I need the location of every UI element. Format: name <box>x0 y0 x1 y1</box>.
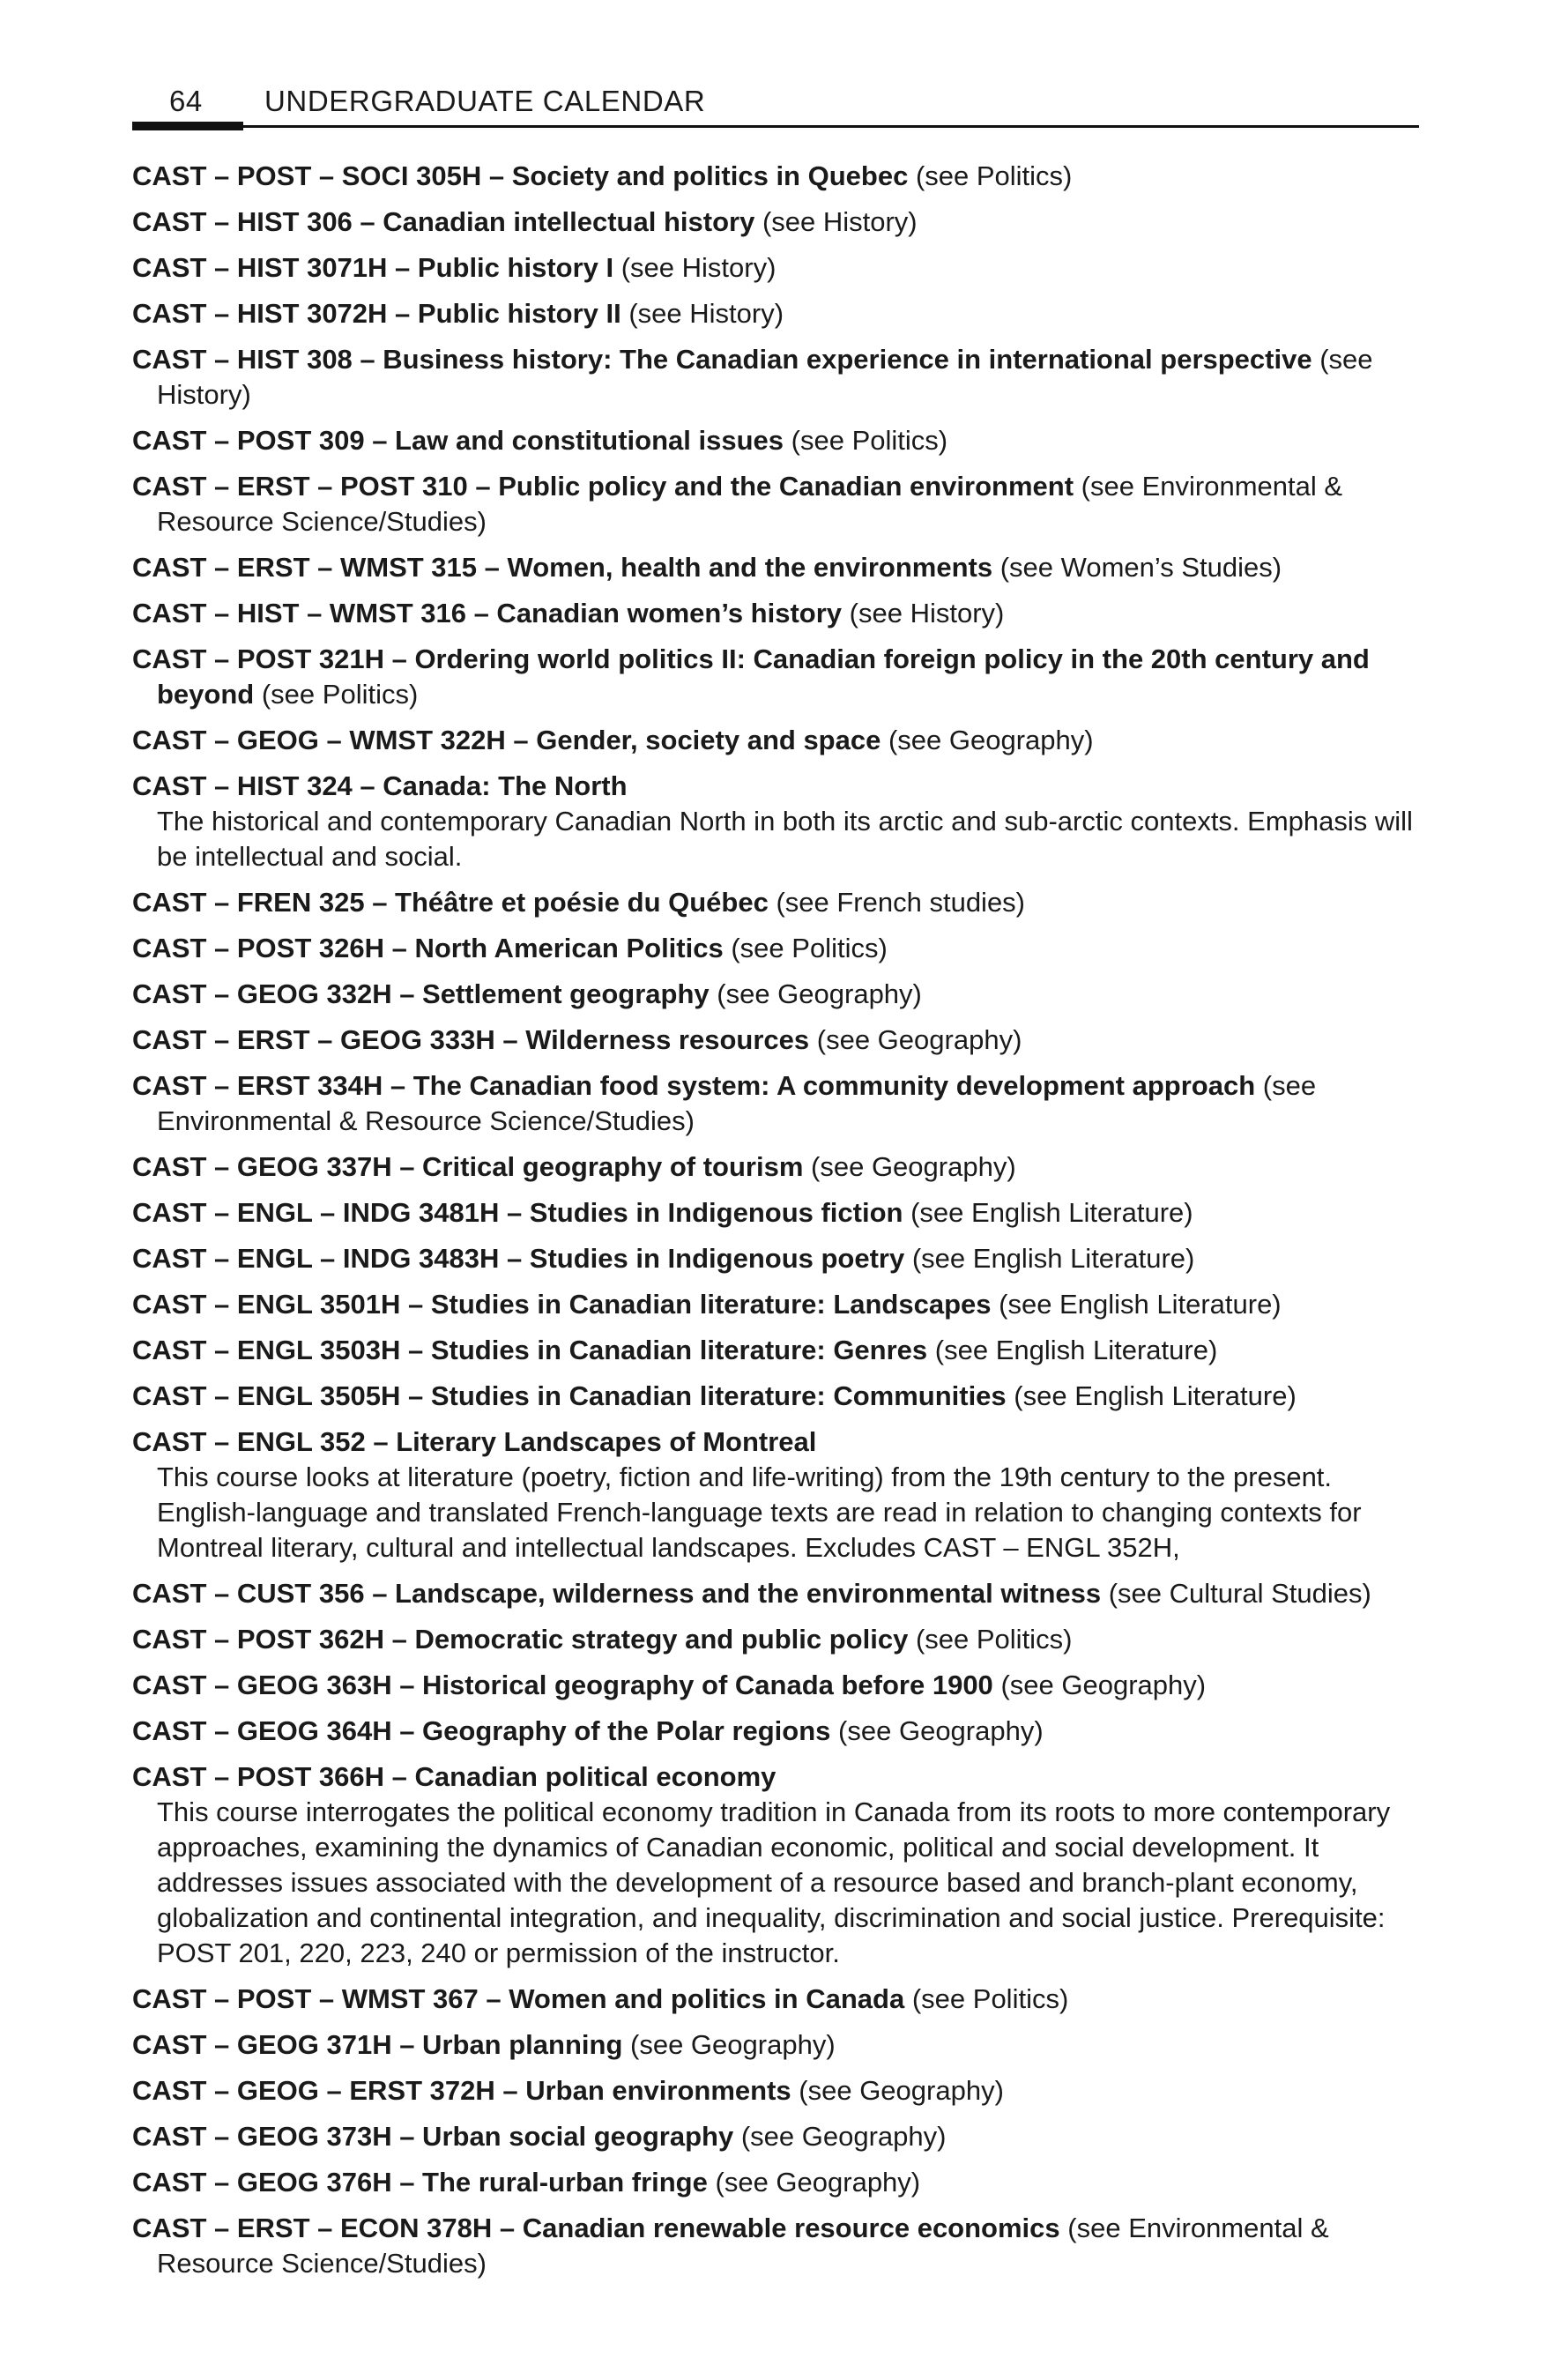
course-title: CAST – GEOG 376H – The rural-urban fringe <box>132 2167 708 2198</box>
header-rule-tab <box>132 122 243 130</box>
course-entry <box>132 159 1428 194</box>
cross-reference: (see Cultural Studies) <box>1108 1578 1371 1609</box>
cross-reference: (see Politics) <box>731 933 888 963</box>
course-title: CAST – POST 321H – Ordering world politics II: Canadian foreign policy in the 20th century and beyond <box>132 643 1370 710</box>
cross-reference: (see Politics) <box>791 425 948 456</box>
course-title: CAST – HIST 3071H – Public history I <box>132 252 614 283</box>
cross-reference: (see Environmental & Resource Science/Studies) <box>157 471 1343 537</box>
course-entry <box>132 596 1428 631</box>
cross-reference: (see Politics) <box>915 1624 1073 1655</box>
course-entry <box>132 977 1428 1012</box>
course-list <box>132 159 1428 2292</box>
course-entry <box>132 1149 1428 1185</box>
cross-reference: (see Geography) <box>630 2029 836 2060</box>
course-entry <box>132 1576 1428 1611</box>
course-title: CAST – HIST 308 – Business history: The Canadian experience in international perspective <box>132 344 1312 375</box>
page-number: 64 <box>169 85 203 117</box>
course-entry <box>132 769 1428 874</box>
course-title: CAST – CUST 356 – Landscape, wilderness and the environmental witness <box>132 1578 1102 1609</box>
course-description: The historical and contemporary Canadian North in both its arctic and sub-arctic contexts. Emphasis will be intellectual and social. <box>157 806 1413 872</box>
course-title: CAST – GEOG 363H – Historical geography of Canada before 1900 <box>132 1670 993 1700</box>
cross-reference: (see History) <box>849 598 1005 628</box>
course-title: CAST – GEOG – ERST 372H – Urban environments <box>132 2075 791 2106</box>
course-title: CAST – ENGL 352 – Literary Landscapes of Montreal <box>132 1426 817 1457</box>
course-entry <box>132 550 1428 585</box>
course-title: CAST – HIST – WMST 316 – Canadian women’s history <box>132 598 843 628</box>
course-entry <box>132 723 1428 758</box>
course-title: CAST – GEOG 373H – Urban social geography <box>132 2121 734 2152</box>
course-title: CAST – ENGL 3501H – Studies in Canadian literature: Landscapes <box>132 1289 992 1320</box>
course-title: CAST – POST 326H – North American Politics <box>132 933 724 963</box>
cross-reference: (see Geography) <box>838 1715 1044 1746</box>
cross-reference: (see Geography) <box>740 2121 947 2152</box>
cross-reference: (see Geography) <box>816 1024 1022 1055</box>
course-entry <box>132 931 1428 966</box>
course-title: CAST – HIST 324 – Canada: The North <box>132 770 628 801</box>
course-title: CAST – GEOG – WMST 322H – Gender, society and space <box>132 725 881 755</box>
course-entry <box>132 1982 1428 2017</box>
course-entry <box>132 1333 1428 1368</box>
course-title: CAST – HIST 3072H – Public history II <box>132 298 621 329</box>
course-entry <box>132 1668 1428 1703</box>
cross-reference: (see Geography) <box>888 725 1094 755</box>
cross-reference: (see Environmental & Resource Science/Studies) <box>157 1070 1317 1136</box>
course-description: This course interrogates the political economy tradition in Canada from its roots to more contemporary approaches, examining the dynamics of Canadian economic, political and social development. It addresses issues associated with the development of a resource based and branch-plant economy, globalization and continental integration, and inequality, discrimination and social justice. Prerequisite: POST 201, 220, 223, 240 or permission of the instructor. <box>157 1796 1391 1968</box>
course-title: CAST – POST – WMST 367 – Women and politics in Canada <box>132 1983 905 2014</box>
course-title: CAST – ENGL – INDG 3483H – Studies in Indigenous poetry <box>132 1243 905 1274</box>
course-entry <box>132 2165 1428 2200</box>
course-title: CAST – POST 366H – Canadian political economy <box>132 1761 776 1792</box>
course-entry <box>132 2027 1428 2063</box>
cross-reference: (see English Literature) <box>910 1197 1193 1228</box>
course-description: This course looks at literature (poetry, fiction and life-writing) from the 19th century to the present. English-language and translated French-language texts are read in relation to changing contexts for Montreal literary, cultural and intellectual landscapes. Excludes CAST – ENGL 352H, <box>157 1461 1362 1563</box>
cross-reference: (see Geography) <box>1000 1670 1207 1700</box>
course-title: CAST – ERST – GEOG 333H – Wilderness resources <box>132 1024 810 1055</box>
course-title: CAST – ERST – POST 310 – Public policy and the Canadian environment <box>132 471 1074 502</box>
course-title: CAST – HIST 306 – Canadian intellectual history <box>132 206 755 237</box>
course-entry <box>132 342 1428 413</box>
cross-reference: (see English Literature) <box>934 1335 1218 1365</box>
course-title: CAST – GEOG 364H – Geography of the Polar regions <box>132 1715 831 1746</box>
course-title: CAST – ERST 334H – The Canadian food system: A community development approach <box>132 1070 1256 1101</box>
course-entry <box>132 1023 1428 1058</box>
cross-reference: (see Politics) <box>911 1983 1069 2014</box>
cross-reference: (see Women’s Studies) <box>999 552 1282 583</box>
cross-reference: (see Geography) <box>715 2167 921 2198</box>
course-entry <box>132 2211 1428 2281</box>
cross-reference: (see English Literature) <box>911 1243 1195 1274</box>
course-entry <box>132 1195 1428 1231</box>
course-entry <box>132 469 1428 539</box>
course-entry <box>132 642 1428 712</box>
course-title: CAST – GEOG 332H – Settlement geography <box>132 978 710 1009</box>
header-rule <box>132 125 1419 128</box>
cross-reference: (see Geography) <box>811 1151 1016 1182</box>
course-title: CAST – ENGL 3505H – Studies in Canadian literature: Communities <box>132 1380 1007 1411</box>
course-title: CAST – GEOG 337H – Critical geography of tourism <box>132 1151 804 1182</box>
course-entry <box>132 1622 1428 1657</box>
page-header <box>132 81 1419 125</box>
cross-reference: (see Geography) <box>717 978 922 1009</box>
cross-reference: (see French studies) <box>776 887 1026 918</box>
cross-reference: (see Environmental & Resource Science/Studies) <box>157 2213 1329 2279</box>
course-entry <box>132 1068 1428 1139</box>
cross-reference: (see Geography) <box>799 2075 1004 2106</box>
course-title: CAST – GEOG 371H – Urban planning <box>132 2029 623 2060</box>
course-title: CAST – POST – SOCI 305H – Society and politics in Quebec <box>132 160 909 191</box>
course-title: CAST – ERST – WMST 315 – Women, health and the environments <box>132 552 993 583</box>
course-entry <box>132 1241 1428 1276</box>
course-entry <box>132 205 1428 240</box>
cross-reference: (see History) <box>628 298 784 329</box>
cross-reference: (see History) <box>620 252 776 283</box>
course-entry <box>132 423 1428 458</box>
course-title: CAST – POST 309 – Law and constitutional issues <box>132 425 784 456</box>
course-title: CAST – POST 362H – Democratic strategy and public policy <box>132 1624 909 1655</box>
course-title: CAST – ENGL – INDG 3481H – Studies in Indigenous fiction <box>132 1197 903 1228</box>
course-entry <box>132 250 1428 286</box>
cross-reference: (see Politics) <box>261 679 419 710</box>
course-entry <box>132 1287 1428 1322</box>
cross-reference: (see History) <box>157 344 1373 410</box>
course-entry <box>132 2119 1428 2154</box>
cross-reference: (see Politics) <box>915 160 1073 191</box>
course-title: CAST – ENGL 3503H – Studies in Canadian literature: Genres <box>132 1335 928 1365</box>
course-entry <box>132 1759 1428 1971</box>
course-entry <box>132 296 1428 331</box>
course-entry <box>132 2073 1428 2109</box>
course-title: CAST – ERST – ECON 378H – Canadian renewable resource economics <box>132 2213 1060 2243</box>
running-head: UNDERGRADUATE CALENDAR <box>264 85 706 117</box>
course-entry <box>132 1424 1428 1566</box>
cross-reference: (see English Literature) <box>999 1289 1282 1320</box>
cross-reference: (see History) <box>762 206 918 237</box>
course-entry <box>132 1379 1428 1414</box>
cross-reference: (see English Literature) <box>1014 1380 1297 1411</box>
course-title: CAST – FREN 325 – Théâtre et poésie du Québec <box>132 887 769 918</box>
course-entry <box>132 885 1428 920</box>
course-entry <box>132 1714 1428 1749</box>
